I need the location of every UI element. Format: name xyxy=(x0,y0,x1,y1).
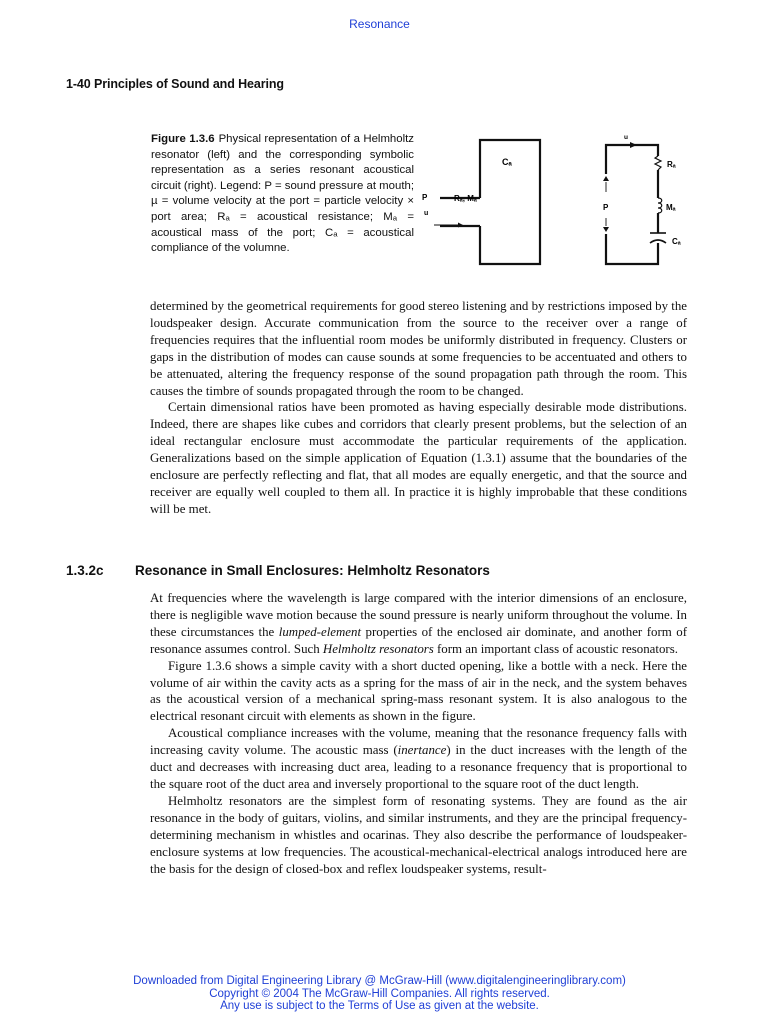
paragraph xyxy=(150,725,687,793)
paragraph: determined by the geometrical requirements for good stereo listening and by restrictions imposed by the loudspeaker design. Accurate communication from the source to the receiver over a range of frequencies requires that the influential room modes be uniformly distributed in frequency. Clusters or gaps in the distribution of modes can cause sounds at some frequencies to be accentuated and others to be attenuated, altering the frequency response of the sound propagation path through the room. This causes the timbre of sounds propagated through the room to be changed. xyxy=(150,299,687,398)
emphasis: lumped-element xyxy=(278,624,362,639)
circuit-velocity-label: u xyxy=(624,134,628,141)
paragraph xyxy=(150,590,687,658)
capacitor-symbol xyxy=(650,233,666,243)
resistor-symbol xyxy=(655,156,661,170)
body-text-section xyxy=(150,590,687,877)
resistance-label: Rₐ xyxy=(667,160,676,169)
figure-caption-text: Physical representation of a Helmholtz resonator (left) and the corresponding symbolic representation as a series resonant acoustical circuit (right). Legend: P = sound pressure at mouth; µ = volume velocity at the port = particle velocity × port area; Rₐ = acoustical resistance; Mₐ = acoustical mass of the port; Cₐ = acoustical compliance of the volumne. xyxy=(151,133,414,255)
pressure-label: P xyxy=(422,193,428,202)
footer xyxy=(0,975,759,1013)
footer-copyright[interactable]: Copyright © 2004 The McGraw-Hill Companies. All rights reserved. xyxy=(209,987,550,1000)
inductor-symbol xyxy=(658,198,662,213)
paragraph: Certain dimensional ratios have been promoted as having especially desirable mode distributions. Indeed, there are shapes like cubes and corridors that clearly present problems, but the selection of an ideal rectangular enclosure must accommodate the particular requirements of the application. Generalizations based on the simple application of Equation (1.3.1) assume that the boundaries of the enclosure are perfectly reflecting and flat, that all modes are equally energetic, and that the source and receiver are equally well coupled to them all. In practice it is highly improbable that these conditions will be met. xyxy=(150,400,687,516)
velocity-label: u xyxy=(424,210,429,217)
compliance-label: Cₐ xyxy=(672,237,681,246)
footer-terms-link[interactable]: Any use is subject to the Terms of Use as given at the website. xyxy=(220,1000,539,1012)
text-run: Acoustical compliance increases with the volume, meaning that the resonance frequency falls with increasing cavity volume. The acoustic mass ( xyxy=(150,726,687,758)
section-number: 1.3.2c xyxy=(66,563,104,578)
circuit-pressure-label: P xyxy=(603,203,609,212)
footer-download-link[interactable]: Downloaded from Digital Engineering Library @ McGraw-Hill (www.digitalengineeringlibrary.com) xyxy=(133,975,626,987)
section-title: Resonance in Small Enclosures: Helmholtz Resonators xyxy=(135,563,490,578)
mass-label: Mₐ xyxy=(666,203,676,212)
figure-caption xyxy=(151,132,414,257)
body-text-top xyxy=(150,298,687,518)
figure-label: Figure 1.3.6 xyxy=(151,133,215,145)
text-run: ) in the duct increases with the length of the duct and decreases with increasing duct area, leading to a resonance frequency that is proportional to the square root of the duct area and inversely proportional to the square root of the duct length. xyxy=(150,743,687,791)
velocity-arrow-circuit xyxy=(630,142,637,148)
helmholtz-diagram xyxy=(418,130,708,275)
text-run: properties of the enclosed air dominate, and another form of resonance assumes control. Such xyxy=(150,624,687,656)
emphasis: inertance xyxy=(397,743,447,758)
emphasis: Helmholtz resonators xyxy=(322,641,434,656)
text-run: form an important class of acoustic resonators. xyxy=(433,641,678,656)
text-run: At frequencies where the wavelength is large compared with the interior dimensions of an enclosure, there is negligible wave motion because the sound pressure is nearly uniform throughout the volume. In these circumstances the xyxy=(150,591,687,639)
circuit-diagram xyxy=(606,145,658,264)
port-label: Rₐ, Mₐ xyxy=(454,194,477,203)
paragraph: Helmholtz resonators are the simplest form of resonating systems. They are found as the air resonance in the body of guitars, violins, and similar instruments, and they are the principal frequency-determining mechanism in whistles and ocarinas. They also describe the performance of loudspeaker-enclosure systems at low frequencies. The acoustical-mechanical-electrical analogs introduced here are the basis for the design of closed-box and reflex loudspeaker systems, result- xyxy=(150,793,687,876)
paragraph: Figure 1.3.6 shows a simple cavity with a short ducted opening, like a bottle with a neck. Here the volume of air within the cavity acts as a spring for the mass of air in the neck, and the system behaves as the acoustical version of a mechanical spring-mass resonant system. It is also analogous to the electrical resonant circuit with elements as shown in the figure. xyxy=(150,658,687,724)
running-head[interactable]: Resonance xyxy=(349,17,410,31)
page-header: 1-40 Principles of Sound and Hearing xyxy=(66,77,284,91)
cavity-label: Cₐ xyxy=(502,157,512,167)
